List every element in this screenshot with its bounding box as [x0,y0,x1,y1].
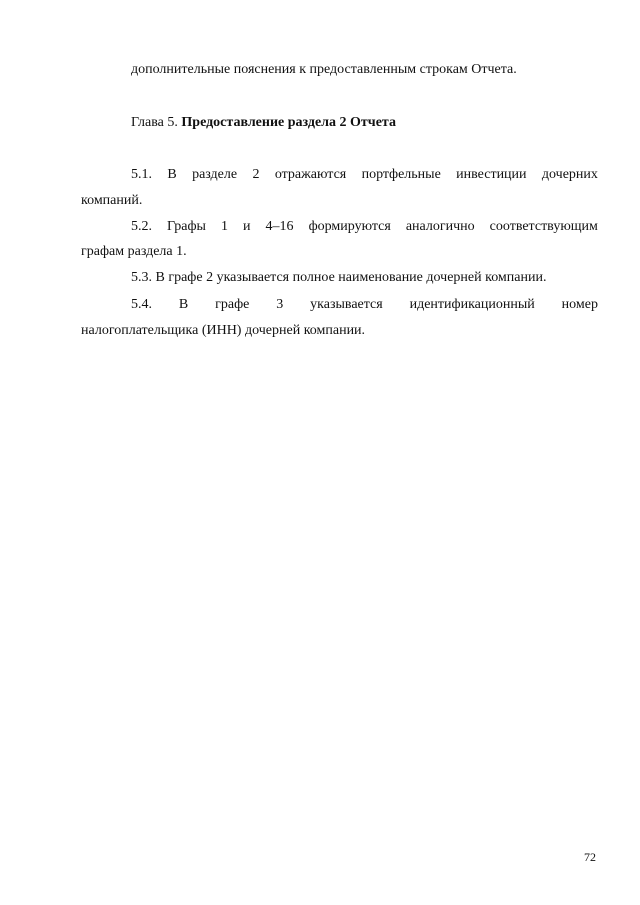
paragraph-number: 5.1. [131,167,152,182]
paragraph-number: 5.4. [131,297,152,312]
paragraph-number: 5.2. [131,219,152,234]
paragraph-5-1-line-1: 5.1. В разделе 2 отражаются портфельные инвестиции дочерних [131,167,598,182]
paragraph-5-2-line-2: графам раздела 1. [81,244,187,259]
paragraph-5-3: 5.3. В графе 2 указывается полное наименование дочерней компании. [131,270,547,285]
intro-line: дополнительные пояснения к предоставленным строкам Отчета. [131,62,517,77]
paragraph-5-4-line-1: 5.4. В графе 3 указывается идентификационный номер [131,297,598,312]
paragraph-5-4-line-2: налогоплательщика (ИНН) дочерней компании. [81,323,366,338]
paragraph-number: 5.3. [131,270,152,285]
page-number: 72 [584,850,596,864]
paragraph-5-1-line-2: компаний. [81,193,143,208]
chapter-prefix: Глава 5. [131,115,178,130]
chapter-title: Предоставление раздела 2 Отчета [181,115,396,130]
chapter-heading [131,114,396,132]
paragraph-5-2-line-1: 5.2. Графы 1 и 4–16 формируются аналогично соответствующим [131,219,598,234]
